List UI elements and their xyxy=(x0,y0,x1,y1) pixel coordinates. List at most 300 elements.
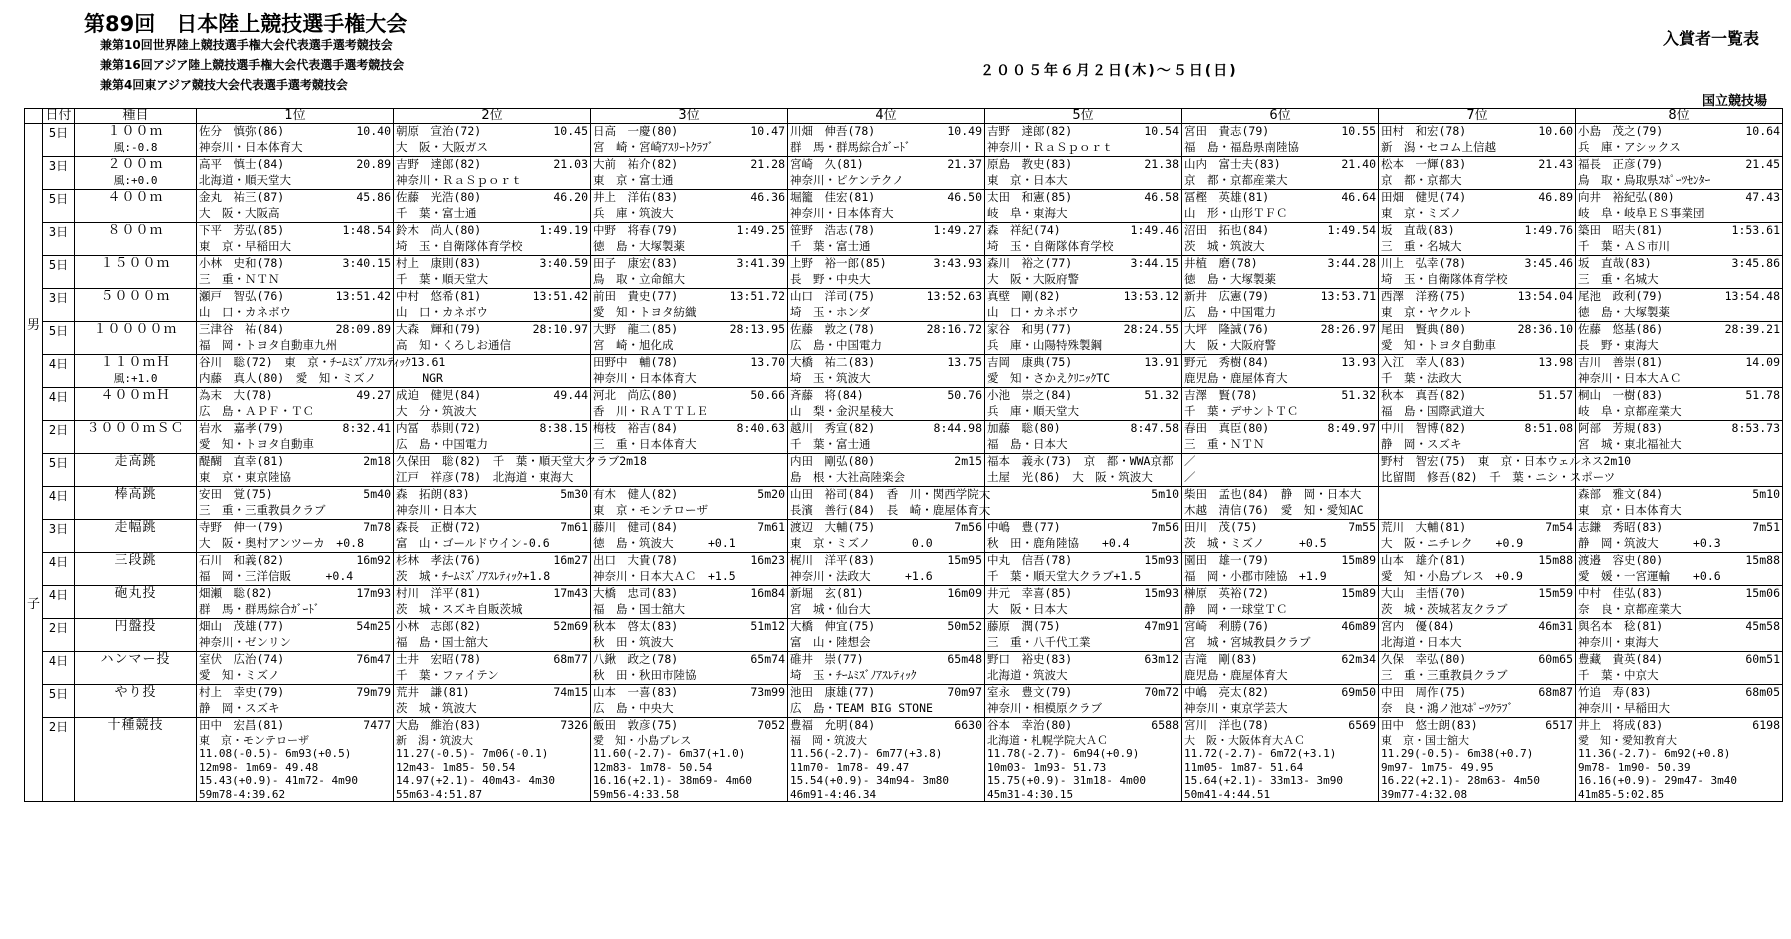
document-kind: 入賞者一覧表 xyxy=(1662,29,1759,48)
athlete-name: 堀籠 佳宏(81) xyxy=(790,190,876,204)
result-line-1 xyxy=(396,256,588,272)
result-cell xyxy=(1182,586,1379,619)
athlete-name: 志鎌 秀昭(83) xyxy=(1578,520,1664,534)
result-cell xyxy=(1182,685,1379,718)
affiliation: 兵 庫・筑波大 xyxy=(593,205,674,220)
result-line-1 xyxy=(987,619,1179,635)
date-cell: 4日 xyxy=(43,652,75,685)
result-line-1 xyxy=(1184,685,1376,701)
result-line-1 xyxy=(1578,322,1780,338)
table-row xyxy=(25,124,1783,157)
result-line-1 xyxy=(396,289,588,305)
affiliation: 福 島・国士舘大 xyxy=(396,634,488,649)
mark: 5m10 xyxy=(1752,487,1780,501)
result-cell xyxy=(394,586,591,619)
result-cell xyxy=(985,124,1182,157)
result-line-1 xyxy=(1578,289,1780,305)
result-cell xyxy=(788,388,985,421)
athlete-name: 石川 和義(82) xyxy=(199,553,285,567)
affiliation: 三 重・日本体育大 xyxy=(593,436,697,451)
affiliation: 広 島・中国電力 xyxy=(396,436,488,451)
mark: 13:54.48 xyxy=(1724,289,1780,303)
mark: 15m89 xyxy=(1341,586,1376,600)
date-cell: 2日 xyxy=(43,421,75,454)
affiliation: 東 京・国士舘大 xyxy=(1381,733,1469,747)
mark: 70m97 xyxy=(947,685,982,699)
athlete-name: 井上 洋佑(83) xyxy=(593,190,679,204)
mark: 46.58 xyxy=(1144,190,1179,204)
mark: 13.75 xyxy=(947,355,982,369)
result-line-1 xyxy=(396,322,588,338)
result-line-1 xyxy=(593,685,785,701)
mark: 8:53.73 xyxy=(1731,421,1780,435)
table-row xyxy=(25,487,1783,520)
mark: 51.32 xyxy=(1341,388,1376,402)
mark: 46.50 xyxy=(947,190,982,204)
result-line-1 xyxy=(790,355,982,371)
affiliation: 群 馬・群馬綜合ｶﾞｰﾄﾞ xyxy=(790,139,911,154)
affiliation: 鳥 取・立命館大 xyxy=(593,271,685,286)
mark: 28:09.89 xyxy=(335,322,391,336)
athlete-name: 渡邉 容史(80) xyxy=(1578,553,1664,567)
athlete-name: 村上 幸史(79) xyxy=(199,685,285,699)
athlete-name: 新井 広憲(79) xyxy=(1184,289,1270,303)
result-line-1 xyxy=(1381,652,1573,668)
result-cell xyxy=(394,619,591,652)
affiliation: 江戸 祥彦(78) 北海道・東海大 xyxy=(396,469,574,484)
mark: 5m40 xyxy=(363,487,391,501)
result-cell xyxy=(1182,124,1379,157)
points: 6517 xyxy=(1545,718,1573,732)
result-cell xyxy=(788,157,985,190)
mark: 10.45 xyxy=(553,124,588,138)
result-cell xyxy=(1379,256,1576,289)
affiliation: 鹿児島・鹿屋体育大 xyxy=(1184,370,1288,385)
result-cell xyxy=(591,685,788,718)
mark: 52m69 xyxy=(553,619,588,633)
mark: 3:44.28 xyxy=(1327,256,1376,270)
affiliation: 新 潟・筑波大 xyxy=(396,733,473,747)
result-cell xyxy=(197,322,394,355)
result-line-1 xyxy=(1578,157,1780,173)
event-splits: 15.43(+0.9)- 41m72- 4m90 xyxy=(199,774,358,787)
affiliation: 大 阪・大阪府警 xyxy=(987,271,1079,286)
result-cell xyxy=(1182,157,1379,190)
athlete-name: 小林 史和(78) xyxy=(199,256,285,270)
mark: 7m61 xyxy=(560,520,588,534)
date-cell: 4日 xyxy=(43,388,75,421)
affiliation: 土屋 光(86) 大 阪・筑波大 xyxy=(987,469,1153,484)
result-cell xyxy=(197,487,394,520)
affiliation: 広 島・中国電力 xyxy=(1184,304,1276,319)
athlete-name: 瀬戸 智弘(76) xyxy=(199,289,285,303)
result-line-1 xyxy=(593,619,785,635)
athlete-name: 川畑 伸吾(78) xyxy=(790,124,876,138)
athlete-name: 園田 雄一(79) xyxy=(1184,553,1270,567)
mark: 28:39.21 xyxy=(1724,322,1780,336)
athlete-name: 出口 大貴(78) xyxy=(593,553,679,567)
result-cell xyxy=(985,190,1182,223)
result-cell xyxy=(197,388,394,421)
result-line-1 xyxy=(790,718,982,734)
result-line-1 xyxy=(1381,586,1573,602)
result-cell xyxy=(1182,322,1379,355)
affiliation: 兵 庫・アシックス xyxy=(1578,139,1681,154)
affiliation: 岐 阜・東海大 xyxy=(987,205,1068,220)
result-cell xyxy=(1576,652,1783,685)
column-header: 5位 xyxy=(985,109,1182,124)
mark: 68m77 xyxy=(553,652,588,666)
mark: 46.20 xyxy=(553,190,588,204)
result-line-1 xyxy=(987,454,1179,470)
result-line-1 xyxy=(1578,421,1780,437)
athlete-name: 大森 輝和(79) xyxy=(396,322,482,336)
affiliation: 広 島・中国電力 xyxy=(790,337,882,352)
athlete-name: 内田 剛弘(80) xyxy=(790,454,876,468)
mark: 13.93 xyxy=(1341,355,1376,369)
result-cell xyxy=(591,553,788,586)
result-line-1 xyxy=(1578,586,1780,602)
mark: 28:13.95 xyxy=(729,322,785,336)
athlete-name: 寺野 伸一(79) xyxy=(199,520,285,534)
result-line-1 xyxy=(593,421,785,437)
athlete-name: 藤川 健司(84) xyxy=(593,520,679,534)
athlete-name: 豊福 允明(84) xyxy=(790,718,876,732)
result-line-1 xyxy=(1381,685,1573,701)
result-line-1 xyxy=(987,289,1179,305)
affiliation: 神奈川・ＲａＳｐｏｒｔ xyxy=(987,139,1114,154)
athlete-name: 室伏 広治(74) xyxy=(199,652,285,666)
mark: 10.40 xyxy=(356,124,391,138)
athlete-name: 加藤 聡(80) xyxy=(987,421,1061,435)
mark: 54m25 xyxy=(356,619,391,633)
athlete-name: 渡辺 大輔(75) xyxy=(790,520,876,534)
mark: 7m78 xyxy=(363,520,391,534)
result-line-1 xyxy=(593,355,785,371)
athlete-name: 尾池 政利(79) xyxy=(1578,289,1664,303)
result-line-1 xyxy=(593,718,785,734)
athlete-name: 真壁 剛(82) xyxy=(987,289,1061,303)
result-line-1 xyxy=(199,454,391,470)
result-cell xyxy=(1576,553,1783,586)
mark: 10.49 xyxy=(947,124,982,138)
result-cell xyxy=(1379,718,1576,802)
mark: 13.70 xyxy=(750,355,785,369)
mark: 1:53.61 xyxy=(1731,223,1780,237)
mark: 51.32 xyxy=(1144,388,1179,402)
table-row xyxy=(25,454,1783,487)
affiliation: 富 山・ゴールドウイン-0.6 xyxy=(396,535,550,550)
result-line-1 xyxy=(593,388,785,404)
result-cell xyxy=(1379,355,1576,388)
table-row xyxy=(25,652,1783,685)
mark: 50.66 xyxy=(750,388,785,402)
result-line-1 xyxy=(199,520,391,536)
athlete-name: 原島 教史(83) xyxy=(987,157,1073,171)
mark: 13.91 xyxy=(1144,355,1179,369)
event-splits: 45m31-4:30.15 xyxy=(987,787,1074,801)
athlete-name: 榊原 英裕(72) xyxy=(1184,586,1270,600)
table-row xyxy=(25,322,1783,355)
affiliation: 東 京・ヤクルト xyxy=(1381,304,1473,319)
mark: 20.89 xyxy=(356,157,391,171)
mark: 13.98 xyxy=(1538,355,1573,369)
athlete-name: 秋本 真吾(82) xyxy=(1381,388,1467,402)
event-cell: １００ｍ 風:-0.8 xyxy=(75,124,197,157)
athlete-name: 山内 富士夫(83) xyxy=(1184,157,1281,171)
result-line-1 xyxy=(396,487,588,503)
mark: 10.54 xyxy=(1144,124,1179,138)
table-row xyxy=(25,553,1783,586)
mark: 16m84 xyxy=(750,586,785,600)
event-splits: 15.54(+0.9)- 34m94- 3m80 xyxy=(790,774,949,787)
mark: 13:51.72 xyxy=(729,289,785,303)
result-cell xyxy=(985,586,1182,619)
athlete-name: 宮田 貴志(79) xyxy=(1184,124,1270,138)
event-cell: ８００ｍ xyxy=(75,223,197,256)
affiliation: 東 京・日本体育大 xyxy=(1578,502,1682,517)
affiliation: 山 形・山形ＴＦＣ xyxy=(1184,205,1288,220)
result-cell xyxy=(394,223,591,256)
result-cell xyxy=(197,289,394,322)
mark: 7m51 xyxy=(1752,520,1780,534)
affiliation: 三 重・八千代工業 xyxy=(987,634,1091,649)
result-cell xyxy=(394,124,591,157)
result-cell xyxy=(1379,289,1576,322)
result-line-1 xyxy=(987,157,1179,173)
mark: 28:24.55 xyxy=(1123,322,1179,336)
result-line-1 xyxy=(987,256,1179,272)
result-cell xyxy=(197,421,394,454)
mark: 16m09 xyxy=(947,586,982,600)
athlete-name: 岩水 嘉孝(79) xyxy=(199,421,285,435)
athlete-name: 鈴木 尚人(80) xyxy=(396,223,482,237)
athlete-name: 野元 秀樹(84) xyxy=(1184,355,1270,369)
result-line-1 xyxy=(790,685,982,701)
result-line-1 xyxy=(790,421,982,437)
event-splits: 16.22(+2.1)- 28m63- 4m50 xyxy=(1381,774,1540,787)
result-line-1 xyxy=(199,388,391,404)
affiliation: 富 山・陸想会 xyxy=(790,634,871,649)
result-cell xyxy=(788,289,985,322)
athlete-name: 碓井 崇(77) xyxy=(790,652,864,666)
subtitle: 兼第10回世界陸上競技選手権大会代表選手選考競技会 xyxy=(100,38,393,52)
result-cell xyxy=(197,520,394,553)
affiliation: 岐 阜・岐阜ＥＳ事業団 xyxy=(1578,205,1705,220)
athlete-name: 大前 祐介(82) xyxy=(593,157,679,171)
result-cell xyxy=(197,652,394,685)
results-table xyxy=(24,108,1783,802)
result-cell xyxy=(197,619,394,652)
athlete-name: 小池 崇之(84) xyxy=(987,388,1073,402)
result-cell xyxy=(985,355,1182,388)
result-cell xyxy=(1182,619,1379,652)
result-line-1 xyxy=(1578,388,1780,404)
athlete-name: 山田 裕司(84) 香 川・関西学院大 xyxy=(790,487,991,501)
result-cell xyxy=(1379,190,1576,223)
affiliation: 福 島・国士舘大 xyxy=(593,601,685,616)
affiliation: 長 野・東海大 xyxy=(1578,337,1659,352)
affiliation: 愛 知・小島プレス xyxy=(593,733,692,747)
athlete-name: 土井 宏昭(78) xyxy=(396,652,482,666)
result-cell xyxy=(788,124,985,157)
event-cell: 走幅跳 xyxy=(75,520,197,553)
result-cell xyxy=(985,421,1182,454)
affiliation: 広 島・TEAM BIG STONE xyxy=(790,700,933,715)
result-line-1 xyxy=(1184,487,1376,503)
result-line-1 xyxy=(199,652,391,668)
result-line-1 xyxy=(593,553,785,569)
mark: 2m15 xyxy=(954,454,982,468)
result-cell xyxy=(985,454,1182,487)
event-splits: 59m78-4:39.62 xyxy=(199,787,286,801)
points: 6630 xyxy=(954,718,982,732)
result-line-1 xyxy=(1578,256,1780,272)
result-line-1 xyxy=(790,256,982,272)
event-splits: 11.60(-2.7)- 6m37(+1.0) xyxy=(593,747,746,760)
athlete-name: 向井 裕紀弘(80) xyxy=(1578,190,1675,204)
mark: 76m47 xyxy=(356,652,391,666)
affiliation: 千 葉・順天堂大 xyxy=(396,271,488,286)
mark: 17m43 xyxy=(553,586,588,600)
result-cell xyxy=(591,520,788,553)
event-cell: ハンマー投 xyxy=(75,652,197,685)
affiliation: 千 葉・富士通 xyxy=(790,436,871,451)
column-header: 8位 xyxy=(1576,109,1783,124)
affiliation: 神奈川・ピケンテクノ xyxy=(790,172,904,187)
result-line-1 xyxy=(1381,124,1573,140)
affiliation: 大 分・筑波大 xyxy=(396,403,477,418)
affiliation: 千 葉・ＡＳ市川 xyxy=(1578,238,1670,253)
affiliation: 山 梨・金沢星稜大 xyxy=(790,403,894,418)
column-header: 種目 xyxy=(75,109,197,124)
table-row xyxy=(25,421,1783,454)
event-cell: 走高跳 xyxy=(75,454,197,487)
result-line-1 xyxy=(396,421,588,437)
date-cell: 5日 xyxy=(43,685,75,718)
athlete-name: 有木 健人(82) xyxy=(593,487,679,501)
mark: 17m93 xyxy=(356,586,391,600)
result-cell xyxy=(1576,685,1783,718)
athlete-name: 竹追 寿(83) xyxy=(1578,685,1652,699)
table-row xyxy=(25,190,1783,223)
result-cell xyxy=(985,256,1182,289)
affiliation: 岐 阜・京都産業大 xyxy=(1578,403,1682,418)
event-splits: 50m41-4:44.51 xyxy=(1184,787,1271,801)
result-line-1 xyxy=(790,619,982,635)
event-splits: 55m63-4:51.87 xyxy=(396,787,483,801)
points: 6588 xyxy=(1151,718,1179,732)
result-cell xyxy=(1379,586,1576,619)
athlete-name: 佐藤 光浩(80) xyxy=(396,190,482,204)
event-dates: ２００５年６月２日(木)～５日(日) xyxy=(980,63,1238,79)
table-row-decathlon xyxy=(25,718,1783,802)
mark: 13:53.71 xyxy=(1320,289,1376,303)
mark: 60m51 xyxy=(1745,652,1780,666)
athlete-name: 山口 洋司(75) xyxy=(790,289,876,303)
result-line-1 xyxy=(199,256,391,272)
result-line-1 xyxy=(1381,454,1632,470)
result-line-1 xyxy=(987,322,1179,338)
athlete-name: 森川 裕之(77) xyxy=(987,256,1073,270)
wind-reading: 風:+0.0 xyxy=(113,174,158,187)
result-cell xyxy=(1182,223,1379,256)
result-cell xyxy=(1379,157,1576,190)
date-cell: 3日 xyxy=(43,520,75,553)
athlete-name: 柴田 孟也(84) 静 岡・日本大 xyxy=(1184,487,1362,501)
affiliation: 東 京・日本大 xyxy=(987,172,1068,187)
athlete-name: 三津谷 祐(84) xyxy=(199,322,285,336)
mark: 3:45.46 xyxy=(1524,256,1573,270)
wind-reading: 風:+1.0 xyxy=(113,372,158,385)
athlete-name: 金丸 祐三(87) xyxy=(199,190,285,204)
affiliation: 宮 城・東北福祉大 xyxy=(1578,436,1682,451)
athlete-name: 井植 磨(78) xyxy=(1184,256,1258,270)
result-line-1 xyxy=(790,124,982,140)
athlete-name: 沼田 拓也(84) xyxy=(1184,223,1270,237)
result-line-1 xyxy=(199,124,391,140)
mark: 1:48.54 xyxy=(342,223,391,237)
result-cell xyxy=(985,289,1182,322)
athlete-name: 河北 尚広(80) xyxy=(593,388,679,402)
result-cell xyxy=(394,289,591,322)
table-row xyxy=(25,586,1783,619)
event-splits: 11.27(-0.5)- 7m06(-0.1) xyxy=(396,747,549,760)
result-cell xyxy=(591,124,788,157)
athlete-name: 谷川 聡(72) 東 京・ﾁｰﾑﾐｽﾞﾉｱｽﾚﾃｨｯｸ xyxy=(199,355,411,369)
result-line-1 xyxy=(1184,454,1376,470)
result-cell xyxy=(591,388,788,421)
result-cell xyxy=(591,223,788,256)
result-line-1 xyxy=(396,124,588,140)
result-cell xyxy=(394,157,591,190)
athlete-name: 内冨 恭則(72) xyxy=(396,421,482,435)
affiliation: ／ xyxy=(1184,469,1196,484)
event-splits: 46m91-4:46.34 xyxy=(790,787,877,801)
athlete-name: 山本 一喜(83) xyxy=(593,685,679,699)
result-line-1 xyxy=(199,322,391,338)
result-line-1 xyxy=(1578,685,1780,701)
sex-label-female: 子 xyxy=(27,596,41,612)
wind-reading: 風:-0.8 xyxy=(113,141,158,154)
result-line-1 xyxy=(199,619,391,635)
athlete-name: 村川 洋平(81) xyxy=(396,586,482,600)
athlete-name: 森部 雅文(84) xyxy=(1578,487,1664,501)
event-splits: 12m83- 1m78- 50.54 xyxy=(593,760,713,774)
result-line-1 xyxy=(593,487,785,503)
result-line-1 xyxy=(396,388,588,404)
mark: 49.27 xyxy=(356,388,391,402)
mark: 74m15 xyxy=(553,685,588,699)
mark: 10.64 xyxy=(1745,124,1780,138)
result-cell xyxy=(591,421,788,454)
points: 7052 xyxy=(757,718,785,732)
athlete-name: 森 祥紀(74) xyxy=(987,223,1061,237)
result-cell xyxy=(985,223,1182,256)
affiliation: 広 島・中央大 xyxy=(593,700,674,715)
athlete-name: 上野 裕一郎(85) xyxy=(790,256,887,270)
mark: 3:45.86 xyxy=(1731,256,1780,270)
event-splits: 11.36(-2.7)- 6m92(+0.8) xyxy=(1578,747,1731,760)
athlete-name: 家谷 和男(77) xyxy=(987,322,1073,336)
mark: 15m06 xyxy=(1745,586,1780,600)
result-cell xyxy=(985,487,1182,520)
result-line-1 xyxy=(396,652,588,668)
date-cell: 3日 xyxy=(43,289,75,322)
athlete-name: 佐分 慎弥(86) xyxy=(199,124,285,138)
result-cell xyxy=(394,256,591,289)
result-line-1 xyxy=(593,223,785,239)
